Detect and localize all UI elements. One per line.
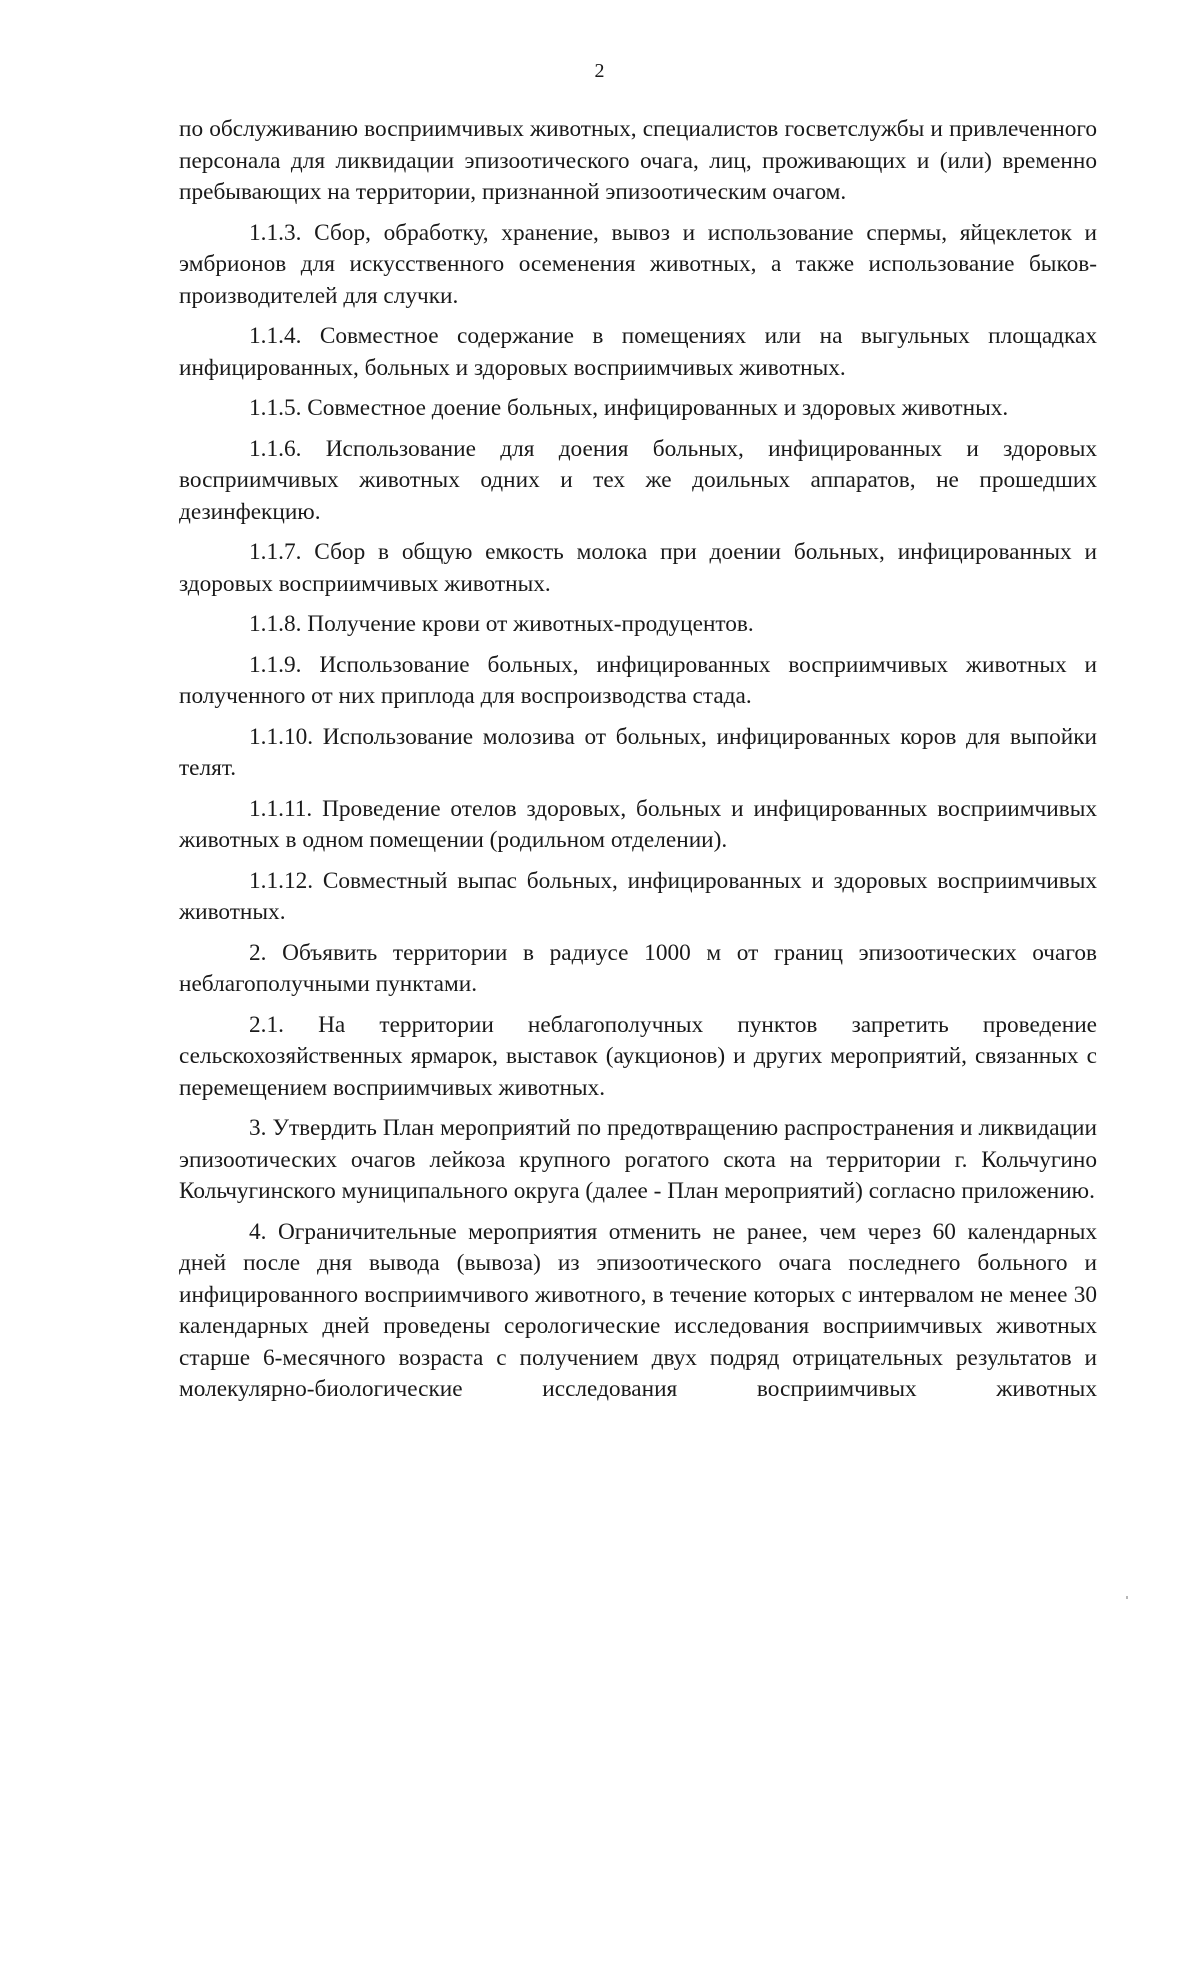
paragraph-3: 3. Утвердить План мероприятий по предотвращению распространения и ликвидации эпизоотических очагов лейкоза крупного рогатого скота на территории г. Кольчугино Кольчугинского муниципального округа (далее - План мероприятий) согласно приложению. [179,1115,1097,1204]
paragraph-1-1-10: 1.1.10. Использование молозива от больных, инфицированных коров для выпойки телят. [179,723,1097,781]
paragraph-4: 4. Ограничительные мероприятия отменить не ранее, чем через 60 календарных дней после дня вывода (вывоза) из эпизоотического очага последнего больного и инфицированного восприимчивого животного, в течение которых с интервалом не менее 30 календарных дней проведены серологические исследования восприимчивых животных старше 6-месячного возраста с получением двух подряд отрицательных результатов и молекулярно-биологические исследования восприимчивых животных [179,1218,1097,1402]
paragraph-1-1-4: 1.1.4. Совместное содержание в помещениях или на выгульных площадках инфицированных, больных и здоровых восприимчивых животных. [179,323,1097,381]
paragraph-1-1-8: 1.1.8. Получение крови от животных-продуцентов. [249,611,754,637]
page-number: 2 [594,60,606,82]
paragraph-2: 2. Объявить территории в радиусе 1000 м от границ эпизоотических очагов неблагополучными пунктами. [179,939,1097,997]
paragraph-1-1-9: 1.1.9. Использование больных, инфицированных восприимчивых животных и полученного от них приплода для воспроизводства стада. [179,651,1097,709]
paragraph-2-1: 2.1. На территории неблагополучных пунктов запретить проведение сельскохозяйственных ярмарок, выставок (аукционов) и других мероприятий, связанных с перемещением восприимчивых животных. [179,1011,1097,1101]
paragraph-1-1-6: 1.1.6. Использование для доения больных, инфицированных и здоровых восприимчивых животных одних и тех же доильных аппаратов, не прошедших дезинфекцию. [179,435,1097,525]
paragraph-1-1-12: 1.1.12. Совместный выпас больных, инфицированных и здоровых восприимчивых животных. [179,867,1097,925]
paragraph-continuation: по обслуживанию восприимчивых животных, специалистов госветслужбы и привлеченного персонала для ликвидации эпизоотического очага, лиц, проживающих и (или) временно пребывающих на территории, признанной эпизоотическим очагом. [179,116,1097,205]
paragraph-1-1-3: 1.1.3. Сбор, обработку, хранение, вывоз и использование спермы, яйцеклеток и эмбрионов для искусственного осеменения животных, а также использование быков-производителей для случки. [179,219,1097,309]
paragraph-1-1-5: 1.1.5. Совместное доение больных, инфицированных и здоровых животных. [249,395,1009,421]
paragraph-1-1-7: 1.1.7. Сбор в общую емкость молока при доении больных, инфицированных и здоровых восприимчивых животных. [179,539,1097,597]
paragraph-1-1-11: 1.1.11. Проведение отелов здоровых, больных и инфицированных восприимчивых животных в одном помещении (родильном отделении). [179,795,1097,853]
scan-speck [1126,1596,1128,1599]
document-body [179,114,1097,1415]
